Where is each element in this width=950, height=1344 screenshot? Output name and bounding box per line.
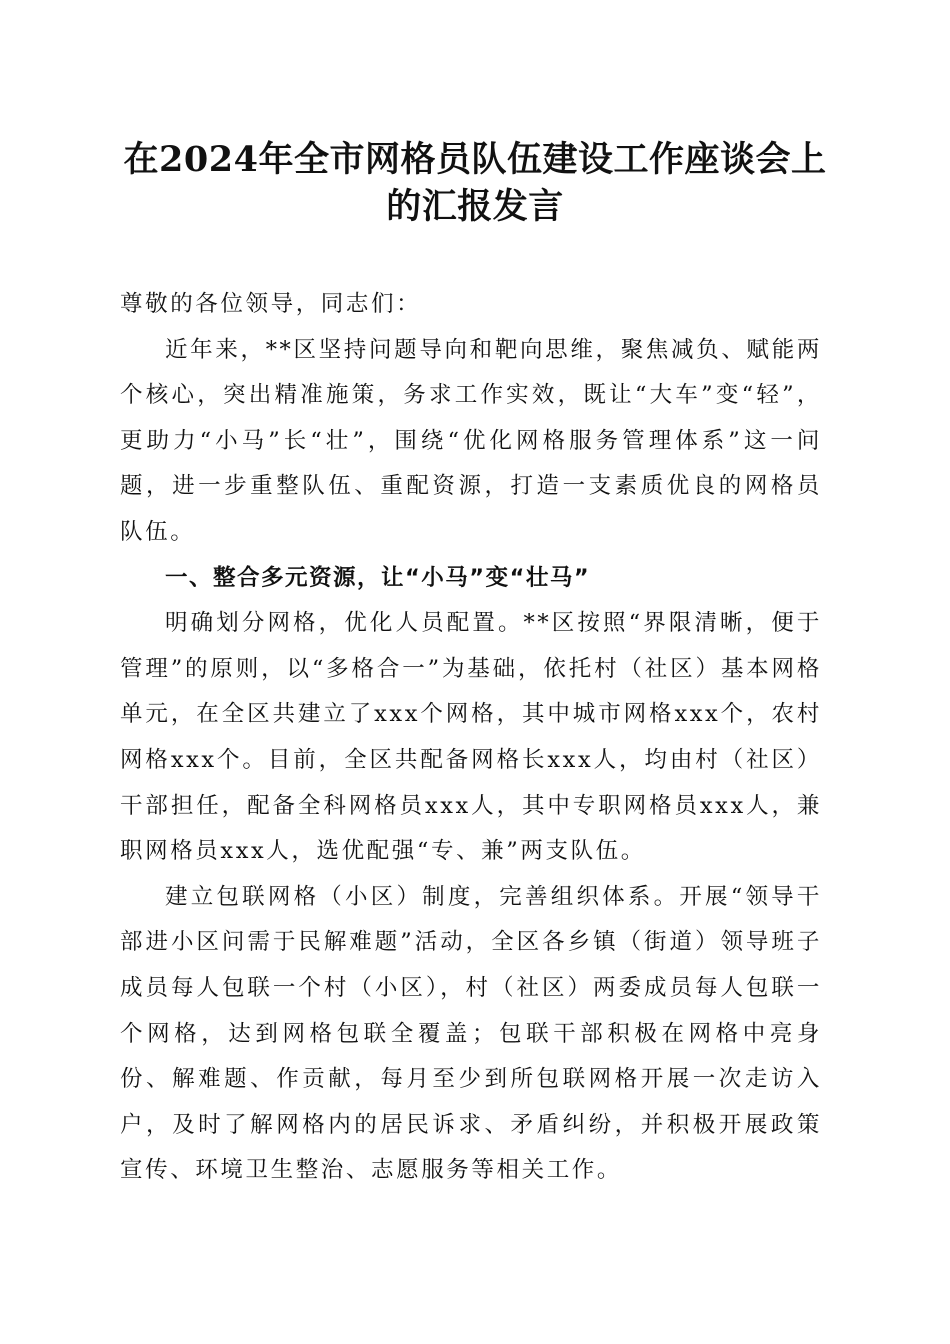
salutation: 尊敬的各位领导，同志们： (120, 291, 422, 317)
section-heading: 一、整合多元资源，让“小马”变“壮马” (165, 564, 591, 591)
body-paragraph: 建立包联网格（小区）制度，完善组织体系。开展“领导干部进小区问需于民解难题”活动，全区各乡镇（街道）领导班子成员每人包联一个村（小区），村（社区）两委成员每人包联一个网格，达到网格包联全覆盖；包联干部积极在网格中亮身份、解难题、作贡献，每月至少到所包联网格开展一次走访入户，及时了解网格内的居民诉求、矛盾纠纷，并积极开展政策宣传、环境卫生整治、志愿服务等相关工作。 (120, 883, 822, 1184)
body-paragraph: 明确划分网格，优化人员配置。**区按照“界限清晰，便于管理”的原则，以“多格合一”为基础，依托村（社区）基本网格单元，在全区共建立了xxx个网格，其中城市网格xxx个，农村网格xxx个。目前，全区共配备网格长xxx人，均由村（社区）干部担任，配备全科网格员xxx人，其中专职网格员xxx人，兼职网格员xxx人，选优配强“专、兼”两支队伍。 (120, 610, 822, 865)
document-body (120, 282, 822, 1194)
document-title: 在2024年全市网格员队伍建设工作座谈会上的汇报发言 (123, 139, 827, 227)
intro-paragraph: 近年来，**区坚持问题导向和靶向思维，聚焦减负、赋能两个核心，突出精准施策，务求工作实效，既让“大车”变“轻”，更助力“小马”长“壮”，围绕“优化网格服务管理体系”这一问题，进一步重整队伍、重配资源，打造一支素质优良的网格员队伍。 (120, 336, 822, 545)
